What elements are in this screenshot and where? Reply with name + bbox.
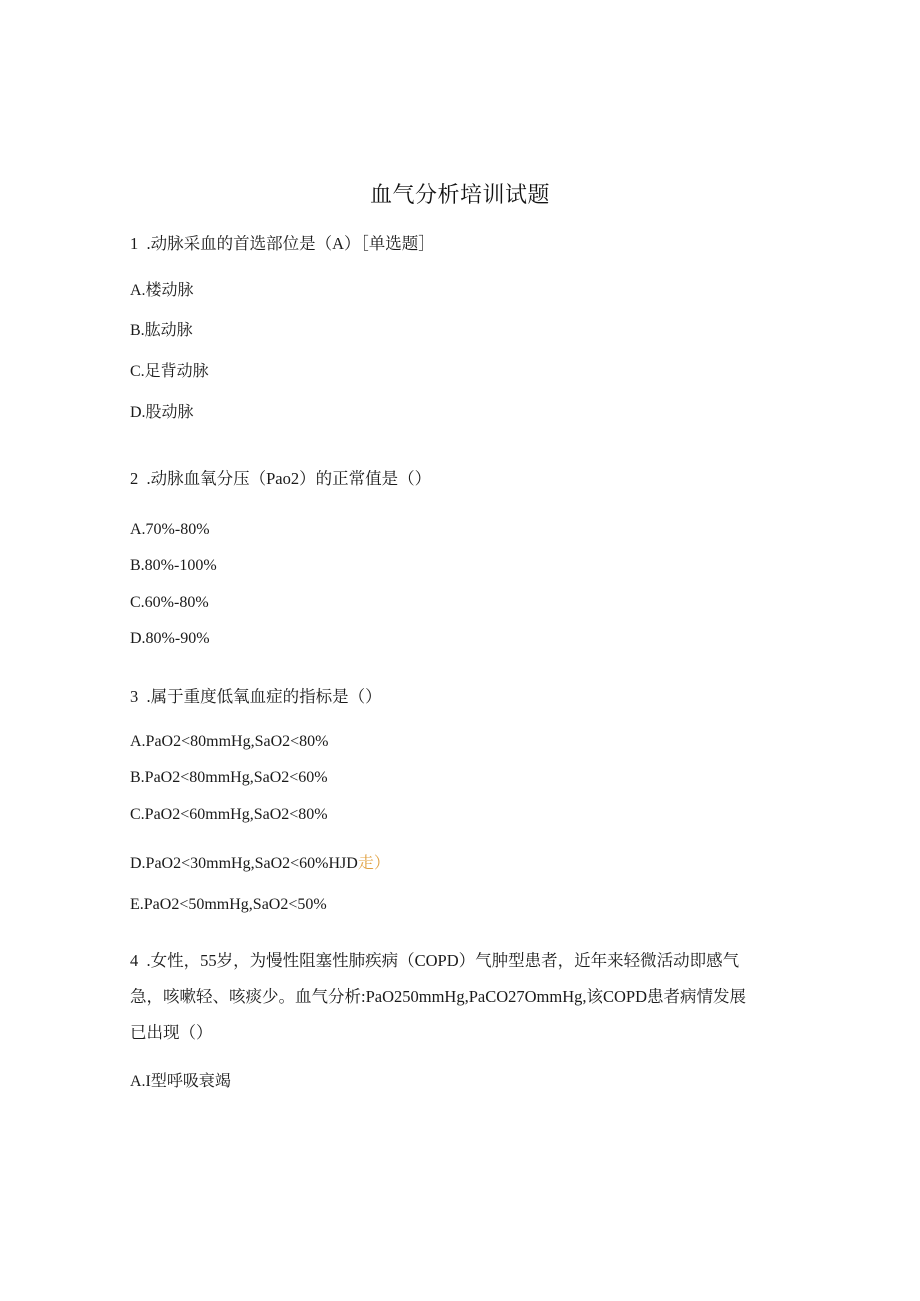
option-3d-note: 走） [357, 855, 390, 872]
option-3b: B.PaO2<80mmHg,SaO2<60% [130, 769, 328, 786]
option-2c: C.60%-80% [130, 594, 209, 611]
option-1d: D.股动脉 [130, 404, 194, 421]
option-3e: E.PaO2<50mmHg,SaO2<50% [130, 896, 327, 913]
question-number: 1 [130, 234, 139, 253]
question-3 [130, 687, 382, 707]
question-number: 2 [130, 469, 139, 488]
option-1c: C.足背动脉 [130, 363, 209, 380]
question-1 [130, 234, 435, 254]
question-4-line-1: 4 .女性，55岁，为慢性阻塞性肺疾病（COPD）气肿型患者，近年来轻微活动即感气 [130, 951, 740, 970]
option-2d: D.80%-90% [130, 630, 210, 647]
question-number: 4 [130, 951, 139, 970]
option-4a: A.I型呼吸衰竭 [130, 1073, 231, 1090]
question-4-line-3: 已出现（） [130, 1023, 213, 1042]
option-1b: B.肱动脉 [130, 322, 193, 339]
option-3a: A.PaO2<80mmHg,SaO2<80% [130, 733, 329, 750]
option-3d [130, 854, 390, 874]
option-1a: A.楼动脉 [130, 282, 194, 299]
option-3c: C.PaO2<60mmHg,SaO2<80% [130, 806, 328, 823]
document-title: 血气分析培训试题 [369, 183, 550, 208]
question-4-line-2: 急，咳嗽轻、咳痰少。血气分析:PaO250mmHg,PaCO27OmmHg,该COPD患者病情发展 [130, 987, 747, 1006]
question-number: 3 [130, 687, 139, 706]
question-text: .属于重度低氧血症的指标是（） [146, 687, 382, 706]
question-text: .动脉采血的首选部位是（A）［单选题］ [146, 234, 435, 253]
question-2 [130, 469, 431, 489]
option-2b: B.80%-100% [130, 557, 217, 574]
option-3d-text: D.PaO2<30mmHg,SaO2<60%HJD [130, 855, 358, 872]
option-2a: A.70%-80% [130, 521, 210, 538]
question-4 [130, 943, 790, 1051]
question-text: .动脉血氧分压（Pao2）的正常值是（） [146, 469, 432, 488]
